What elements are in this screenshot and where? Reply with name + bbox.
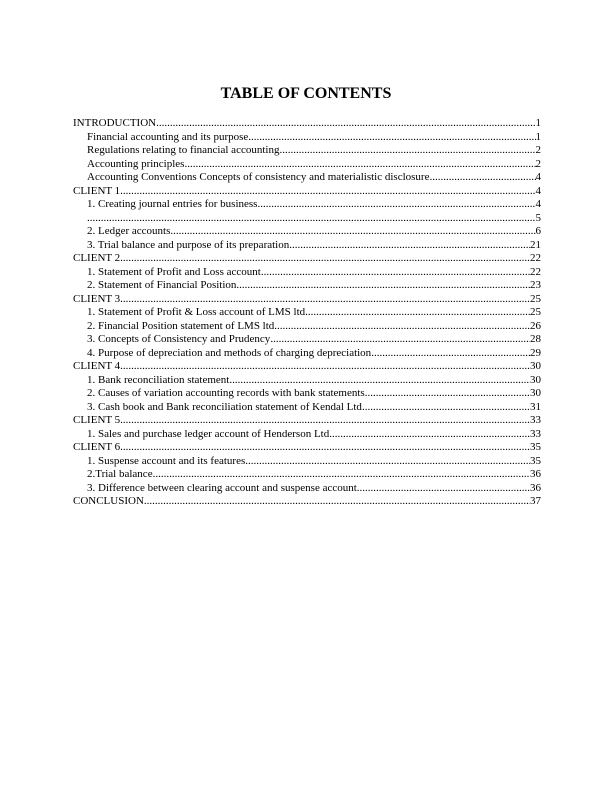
toc-entry[interactable] <box>73 428 541 442</box>
toc-dot-leader <box>184 158 535 172</box>
toc-entry-page-number: 25 <box>530 306 541 318</box>
toc-entry-page-number: 35 <box>530 454 541 467</box>
toc-dot-leader <box>120 360 530 374</box>
toc-entry-page-number: 35 <box>530 441 541 453</box>
toc-entry-text: CLIENT 4 <box>73 360 121 372</box>
toc-entry[interactable] <box>73 401 541 415</box>
toc-entry[interactable] <box>73 387 541 401</box>
toc-entry-text: 3. Trial balance and purpose of its preparation <box>87 238 290 251</box>
toc-dot-leader <box>170 225 535 239</box>
toc-entry[interactable] <box>73 455 541 469</box>
toc-entry-page-number: 1 <box>535 130 541 143</box>
toc-entry-page-number: 30 <box>530 387 541 399</box>
toc-entry[interactable] <box>73 333 541 347</box>
toc-entry-page-number: 23 <box>530 279 541 291</box>
toc-entry-text: 2. Causes of variation accounting records with bank statements <box>87 387 365 399</box>
toc-entry-page-number: 1 <box>535 117 541 129</box>
toc-entry-page-number: 28 <box>530 333 541 345</box>
toc-entry-text: CONCLUSION <box>73 495 144 507</box>
toc-entry-text: 1. Statement of Profit & Loss account of LMS ltd <box>87 306 306 318</box>
toc-entry-page-number: 36 <box>530 481 541 494</box>
toc-dot-leader <box>120 441 530 455</box>
toc-entry[interactable] <box>73 171 541 185</box>
toc-dot-leader <box>289 239 530 253</box>
toc-dot-leader <box>305 306 530 320</box>
toc-dot-leader <box>329 428 530 442</box>
toc-entry-page-number: 4 <box>535 184 541 197</box>
toc-dot-leader <box>156 117 535 131</box>
toc-entry-page-number: 37 <box>530 495 541 507</box>
toc-entry[interactable] <box>73 374 541 388</box>
toc-dot-leader <box>248 131 535 145</box>
toc-dot-leader <box>120 252 530 266</box>
toc-entry-text: 1. Suspense account and its features <box>87 454 246 467</box>
toc-entry[interactable] <box>73 306 541 320</box>
toc-entry[interactable] <box>73 279 541 293</box>
toc-dot-leader <box>274 320 530 334</box>
toc-entry-page-number: 22 <box>530 252 541 264</box>
toc-dot-leader <box>261 266 530 280</box>
toc-entry-text: CLIENT 6 <box>73 441 121 453</box>
toc-entry[interactable] <box>73 320 541 334</box>
toc-entry[interactable] <box>73 198 541 212</box>
toc-entry-text: 2.Trial balance <box>87 468 153 480</box>
toc-entry-text: INTRODUCTION <box>73 117 157 129</box>
toc-entry[interactable] <box>73 360 541 374</box>
toc-entry-page-number: 22 <box>530 265 541 278</box>
toc-entry-page-number: 30 <box>530 360 541 372</box>
toc-entry[interactable] <box>73 495 541 509</box>
toc-entry-page-number: 25 <box>530 292 541 305</box>
toc-dot-leader <box>144 495 530 509</box>
toc-entry-text: 2. Statement of Financial Position <box>87 279 237 291</box>
toc-entry[interactable] <box>73 212 541 226</box>
toc-dot-leader <box>362 401 530 415</box>
toc-entry-text: CLIENT 1 <box>73 184 121 197</box>
toc-entry-page-number: 5 <box>535 211 541 224</box>
toc-entry[interactable] <box>73 158 541 172</box>
toc-entry-text: 1. Sales and purchase ledger account of Henderson Ltd <box>87 427 330 440</box>
toc-entry-page-number: 30 <box>530 373 541 386</box>
toc-entry-text: 2. Financial Position statement of LMS ltd <box>87 319 275 332</box>
toc-dot-leader <box>270 333 530 347</box>
toc-entry[interactable] <box>73 144 541 158</box>
toc-entry[interactable] <box>73 117 541 131</box>
toc-dot-leader <box>429 171 535 185</box>
toc-entry[interactable] <box>73 441 541 455</box>
toc-entry[interactable] <box>73 225 541 239</box>
toc-entry-text: 1. Bank reconciliation statement <box>87 373 230 386</box>
toc-dot-leader <box>120 293 530 307</box>
toc-dot-leader <box>120 414 530 428</box>
toc-entry[interactable] <box>73 468 541 482</box>
toc-entry-text: Regulations relating to financial accounting <box>87 144 280 156</box>
toc-dot-leader <box>371 347 530 361</box>
toc-entry-page-number: 4 <box>535 198 541 210</box>
toc-entry-page-number: 21 <box>530 238 541 251</box>
toc-dot-leader <box>236 279 530 293</box>
table-of-contents <box>73 117 541 509</box>
toc-entry-page-number: 4 <box>535 171 541 183</box>
toc-entry-page-number: 29 <box>530 346 541 359</box>
toc-dot-leader <box>357 482 530 496</box>
toc-entry-text: CLIENT 2 <box>73 252 121 264</box>
toc-entry-text: CLIENT 5 <box>73 414 121 426</box>
toc-dot-leader <box>279 144 535 158</box>
toc-entry[interactable] <box>73 414 541 428</box>
toc-entry-text: Accounting Conventions Concepts of consistency and materialistic disclosure <box>87 171 430 183</box>
toc-dot-leader <box>153 468 530 482</box>
toc-entry-text: 3. Cash book and Bank reconciliation statement of Kendal Ltd <box>87 400 362 413</box>
toc-entry[interactable] <box>73 239 541 253</box>
toc-entry-page-number: 2 <box>535 157 541 170</box>
toc-entry-page-number: 2 <box>535 144 541 156</box>
toc-entry[interactable] <box>73 347 541 361</box>
toc-dot-leader <box>120 185 535 199</box>
page-title: TABLE OF CONTENTS <box>220 85 392 102</box>
toc-entry-page-number: 6 <box>535 225 541 237</box>
toc-entry[interactable] <box>73 131 541 145</box>
toc-entry[interactable] <box>73 252 541 266</box>
toc-entry-text: 3. Concepts of Consistency and Prudency <box>87 333 271 345</box>
toc-entry-page-number: 36 <box>530 468 541 480</box>
toc-entry[interactable] <box>73 482 541 496</box>
toc-entry[interactable] <box>73 293 541 307</box>
toc-entry-page-number: 31 <box>530 400 541 413</box>
toc-entry-text: 3. Difference between clearing account and suspense account <box>87 481 357 494</box>
toc-entry-text: CLIENT 3 <box>73 292 121 305</box>
toc-dot-leader <box>365 387 530 401</box>
toc-entry-text: 4. Purpose of depreciation and methods of charging depreciation <box>87 346 372 359</box>
toc-entry-page-number: 26 <box>530 319 541 332</box>
toc-entry-text: Accounting principles <box>87 157 185 170</box>
toc-entry-text: 2. Ledger accounts <box>87 225 171 237</box>
toc-dot-leader <box>245 455 530 469</box>
toc-entry-text: 1. Creating journal entries for business <box>87 198 258 210</box>
toc-entry-page-number: 33 <box>530 414 541 426</box>
toc-entry[interactable] <box>73 266 541 280</box>
toc-entry-page-number: 33 <box>530 427 541 440</box>
toc-dot-leader <box>257 198 535 212</box>
toc-dot-leader <box>229 374 530 388</box>
toc-dot-leader <box>87 212 536 226</box>
toc-entry[interactable] <box>73 185 541 199</box>
toc-entry-text: Financial accounting and its purpose <box>87 130 249 143</box>
toc-entry-text: 1. Statement of Profit and Loss account <box>87 265 261 278</box>
